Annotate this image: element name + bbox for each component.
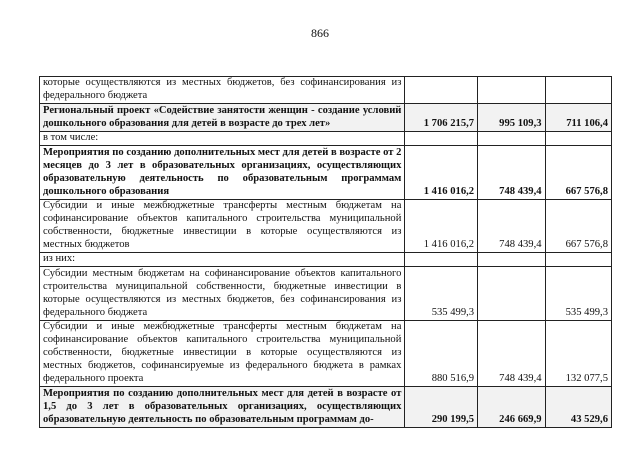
value-regional (545, 132, 611, 146)
value-total: 1 416 016,2 (405, 145, 478, 199)
value-regional: 667 576,8 (545, 199, 611, 252)
row-description: Мероприятия по созданию дополнительных мест для детей в возрасте от 1,5 до 3 лет в образовательных организациях, осуществляющих образовательную деятельность по образовательным программам до- (40, 386, 405, 427)
table-row (40, 145, 612, 199)
value-regional: 667 576,8 (545, 145, 611, 199)
page-number: 866 (311, 26, 329, 40)
table-row (40, 77, 612, 104)
table-row (40, 199, 612, 252)
value-total: 535 499,3 (405, 266, 478, 320)
row-description: Субсидии и иные межбюджетные трансферты местным бюджетам на софинансирование объектов капитального строительства муниципальной собственности, бюджетные инвестиции в которые осуществляются из местных бюджетов (40, 199, 405, 252)
value-total: 880 516,9 (405, 320, 478, 386)
value-regional: 711 106,4 (545, 104, 611, 132)
table-row (40, 266, 612, 320)
value-total: 290 199,5 (405, 386, 478, 427)
value-regional: 132 077,5 (545, 320, 611, 386)
row-description: из них: (40, 252, 405, 266)
table-row (40, 252, 612, 266)
row-description: Мероприятия по созданию дополнительных мест для детей в возрасте от 2 месяцев до 3 лет в образовательных организациях, осуществляющих образовательную деятельность по образовательным программам дошкольного образования (40, 145, 405, 199)
table-row (40, 132, 612, 146)
value-federal: 748 439,4 (478, 145, 545, 199)
value-federal: 748 439,4 (478, 199, 545, 252)
value-federal (478, 266, 545, 320)
row-description: Субсидии и иные межбюджетные трансферты местным бюджетам на софинансирование объектов капитального строительства муниципальной собственности, бюджетные инвестиции в которые осуществляются из местных бюджетов, софинансируемые из федерального бюджета в рамках федерального проекта (40, 320, 405, 386)
value-regional: 43 529,6 (545, 386, 611, 427)
value-federal: 246 669,9 (478, 386, 545, 427)
row-description: Субсидии местным бюджетам на софинансирование объектов капитального строительства муниципальной собственности, бюджетные инвестиции в которые осуществляются из местных бюджетов, без софинансирования из федерального бюджета (40, 266, 405, 320)
budget-table (39, 76, 612, 428)
value-total: 1 416 016,2 (405, 199, 478, 252)
value-total: 1 706 215,7 (405, 104, 478, 132)
value-federal (478, 77, 545, 104)
value-federal (478, 132, 545, 146)
row-description: Региональный проект «Содействие занятости женщин - создание условий дошкольного образования для детей в возрасте до трех лет» (40, 104, 405, 132)
table-row (40, 320, 612, 386)
value-federal (478, 252, 545, 266)
value-total (405, 77, 478, 104)
value-regional (545, 77, 611, 104)
value-federal: 748 439,4 (478, 320, 545, 386)
row-description: в том числе: (40, 132, 405, 146)
value-regional (545, 252, 611, 266)
value-total (405, 252, 478, 266)
value-federal: 995 109,3 (478, 104, 545, 132)
table-row (40, 104, 612, 132)
value-total (405, 132, 478, 146)
row-description: которые осуществляются из местных бюджетов, без софинансирования из федерального бюджета (40, 77, 405, 104)
table-row (40, 386, 612, 427)
value-regional: 535 499,3 (545, 266, 611, 320)
